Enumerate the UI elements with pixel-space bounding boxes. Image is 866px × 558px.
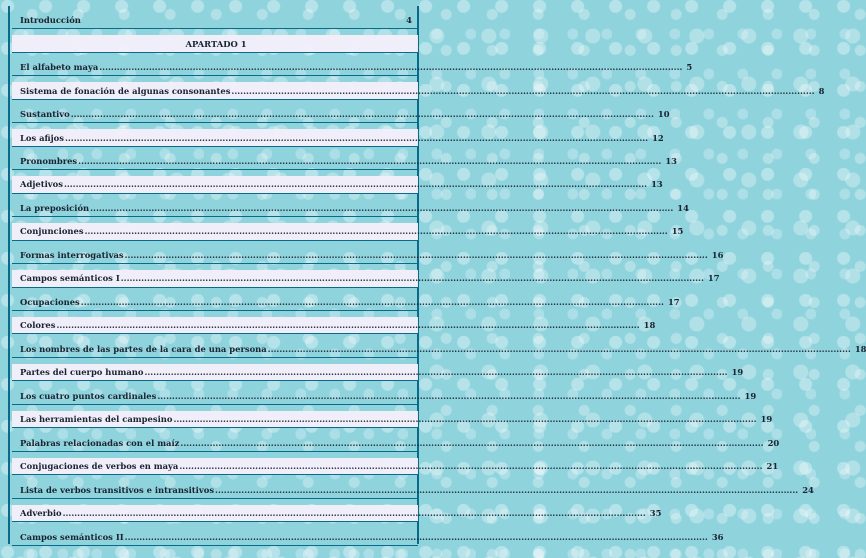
dot-leader: ........................................................................................................................................................................................................ [56,320,640,331]
toc-entry-title: Colores [20,320,56,331]
toc-entry-page-number: 13 [665,156,677,166]
toc-entry-page-number: 21 [766,461,779,472]
toc-entry-title: Introducción [20,15,81,26]
dot-leader: ........................................................................................................................................................................................................ [179,461,763,472]
toc-list [12,12,866,546]
dot-leader: ........................................................................................................................................................................................................ [78,156,662,166]
toc-entry-page-number: 5 [686,62,693,73]
dot-leader: ........................................................................................................................................................................................................ [144,367,728,378]
toc-entry-page-number: 15 [671,226,684,237]
toc-entry[interactable] [12,82,825,99]
toc-entry-page-number: 17 [707,273,720,284]
dot-leader: ........................................................................................................................................................................................................ [124,531,708,542]
toc-entry[interactable] [12,270,720,287]
toc-entry-title: Campos semánticos II [20,531,124,542]
dot-leader: ........................................................................................................................................................................................................ [62,508,646,519]
toc-entry-title: Sustantivo [20,109,70,120]
toc-entry-title: Partes del cuerpo humano [20,367,144,378]
toc-entry-page-number: 18 [854,343,866,354]
toc-entry[interactable] [12,529,724,546]
toc-entry-title: Campos semánticos I [20,273,120,284]
dot-leader: ........................................................................................................................................................................................................ [120,273,704,284]
toc-entry[interactable] [12,435,780,452]
dot-leader: ........................................................................................................................................................................................................ [157,390,741,401]
toc-entry[interactable] [12,12,418,29]
toc-entry-page-number: 19 [744,390,757,401]
toc-entry-title: Formas interrogativas [20,249,124,260]
dot-leader: ........................................................................................................................................................................................................ [215,484,799,495]
dot-leader: ........................................................................................................................................................................................................ [90,202,674,213]
section-heading [12,35,418,52]
toc-entry[interactable] [12,200,689,217]
toc-entry-title: Sistema de fonación de algunas consonantes [20,85,231,96]
toc-entry[interactable] [12,223,684,240]
toc-entry[interactable] [12,482,814,499]
toc-entry-page-number: 36 [711,531,724,542]
dot-leader: ........................................................................................................................................................................................................ [99,62,683,73]
toc-entry-page-number: 35 [649,508,662,519]
toc-entry-title: Los cuatro puntos cardinales [20,390,157,401]
toc-entry[interactable] [12,458,779,475]
dot-leader: ........................................................................................................................................................................................................ [267,343,851,354]
toc-entry-page-number: 10 [657,109,670,120]
toc-entry[interactable] [12,411,773,428]
toc-entry-page-number: 17 [667,296,680,307]
toc-entry-page-number: 4 [406,15,412,26]
toc-entry-page-number: 18 [643,320,656,331]
toc-entry-title: Ocupaciones [20,296,80,307]
toc-entry-page-number: 12 [652,132,664,143]
toc-entry-title: Palabras relacionadas con el maíz [20,437,180,448]
dot-leader: ........................................................................................................................................................................................................ [84,226,668,237]
dot-leader: ........................................................................................................................................................................................................ [80,296,664,307]
section-heading-label: APARTADO 1 [185,38,247,49]
dot-leader: ........................................................................................................................................................................................................ [173,414,757,425]
toc-entry[interactable] [12,341,866,358]
toc-entry[interactable] [12,176,663,193]
toc-entry-title: Adverbio [20,508,62,519]
dot-leader: ........................................................................................................................................................................................................ [63,179,648,190]
toc-entry-title: Adjetivos [20,179,63,190]
toc-entry[interactable] [12,317,656,334]
toc-entry-title: El alfabeto maya [20,62,99,73]
toc-entry-title: Las herramientas del campesino [20,414,173,425]
toc-entry-page-number: 8 [818,85,825,96]
toc-entry-title: Los nombres de las partes de la cara de una persona [20,343,267,354]
toc-entry-page-number: 16 [711,249,724,260]
toc-entry[interactable] [12,129,664,146]
toc-entry-title: La preposición [20,202,90,213]
dot-leader: ........................................................................................................................................................................................................ [231,85,815,96]
dot-leader: ........................................................................................................................................................................................................ [70,109,654,120]
toc-entry-page-number: 19 [760,414,773,425]
toc-entry[interactable] [12,106,670,123]
toc-entry-page-number: 20 [767,437,780,448]
toc-entry[interactable] [12,247,724,264]
toc-entry[interactable] [12,364,744,381]
toc-entry[interactable] [12,388,757,405]
toc-entry[interactable] [12,153,677,170]
toc-entry-title: Pronombres [20,156,78,166]
toc-entry[interactable] [12,505,662,522]
toc-entry-page-number: 19 [731,367,744,378]
toc-entry-title: Los afijos [20,132,64,143]
dot-leader: ........................................................................................................................................................................................................ [180,437,764,448]
toc-entry[interactable] [12,294,680,311]
toc-entry-title: Lista de verbos transitivos e intransitivos [20,484,215,495]
toc-entry-page-number: 24 [802,484,814,495]
toc-entry-title: Conjugaciones de verbos en maya [20,461,179,472]
dot-leader: ........................................................................................................................................................................................................ [124,249,708,260]
toc-entry[interactable] [12,59,693,76]
toc-entry-page-number: 13 [651,179,663,190]
dot-leader: ........................................................................................................................................................................................................ [64,132,649,143]
toc-entry-page-number: 14 [677,202,689,213]
toc-entry-title: Conjunciones [20,226,84,237]
